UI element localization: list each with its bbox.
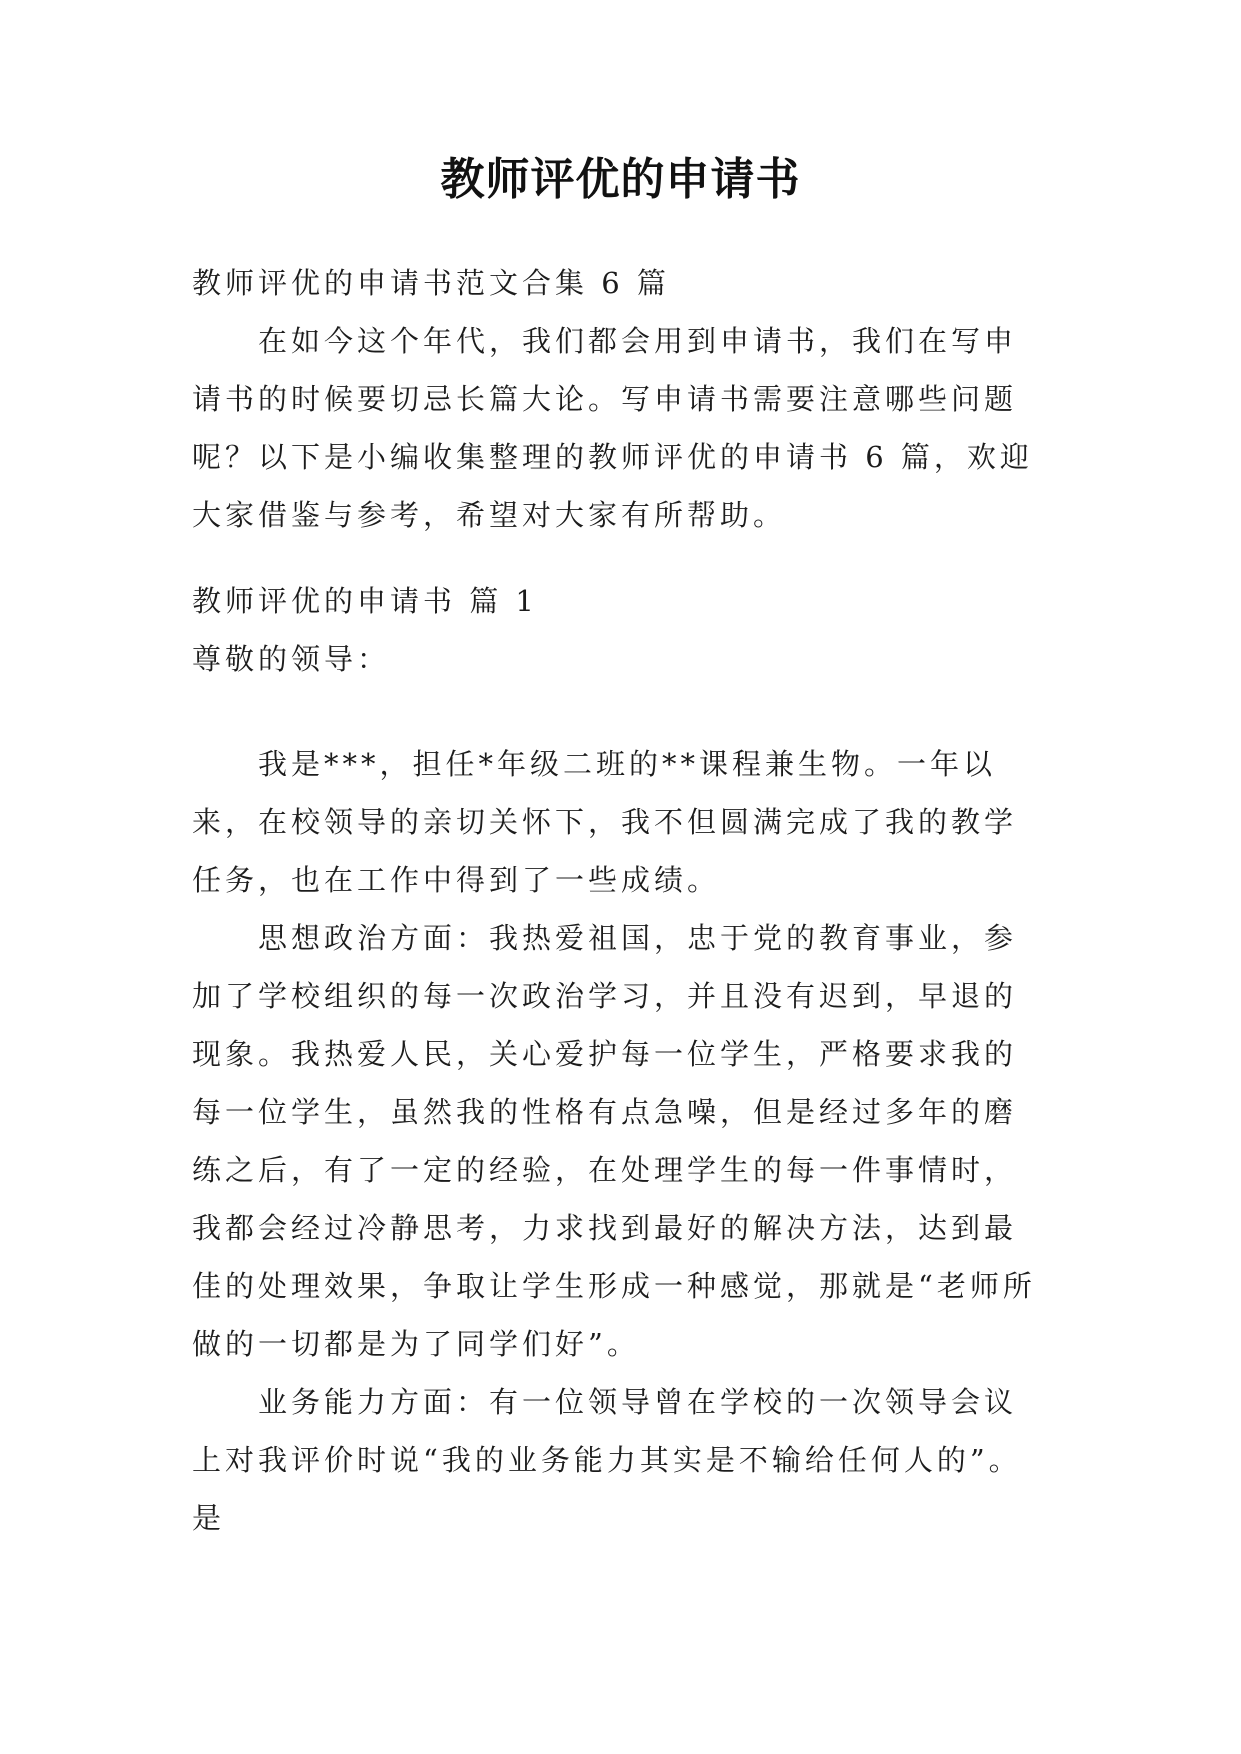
section-heading: 教师评优的申请书 篇 1 bbox=[192, 584, 538, 618]
letter-body bbox=[192, 735, 1048, 1547]
intro-paragraph: 在如今这个年代，我们都会用到申请书，我们在写申请书的时候要切忌长篇大论。写申请书需要注意哪些问题呢？以下是小编收集整理的教师评优的申请书 6 篇，欢迎大家借鉴与参考，希望对大家有所帮助。 bbox=[192, 324, 1033, 532]
salutation: 尊敬的领导： bbox=[192, 642, 391, 676]
section-header-block bbox=[192, 572, 1048, 688]
body-paragraph-2: 思想政治方面：我热爱祖国，忠于党的教育事业，参加了学校组织的每一次政治学习，并且没有迟到，早退的现象。我热爱人民，关心爱护每一位学生，严格要求我的每一位学生，虽然我的性格有点急噪，但是经过多年的磨练之后，有了一定的经验，在处理学生的每一件事情时，我都会经过冷静思考，力求找到最好的解决方法，达到最佳的处理效果，争取让学生形成一种感觉，那就是“老师所做的一切都是为了同学们好”。 bbox=[192, 921, 1036, 1361]
document-subtitle: 教师评优的申请书范文合集 6 篇 bbox=[192, 266, 670, 300]
body-paragraph-3: 业务能力方面：有一位领导曾在学校的一次领导会议上对我评价时说“我的业务能力其实是不输给任何人的”。是 bbox=[192, 1385, 1022, 1535]
intro-block bbox=[192, 254, 1048, 544]
document-title: 教师评优的申请书 bbox=[440, 154, 801, 205]
body-paragraph-1: 我是***，担任*年级二班的**课程兼生物。一年以来，在校领导的亲切关怀下，我不但圆满完成了我的教学任务，也在工作中得到了一些成绩。 bbox=[192, 747, 1018, 897]
